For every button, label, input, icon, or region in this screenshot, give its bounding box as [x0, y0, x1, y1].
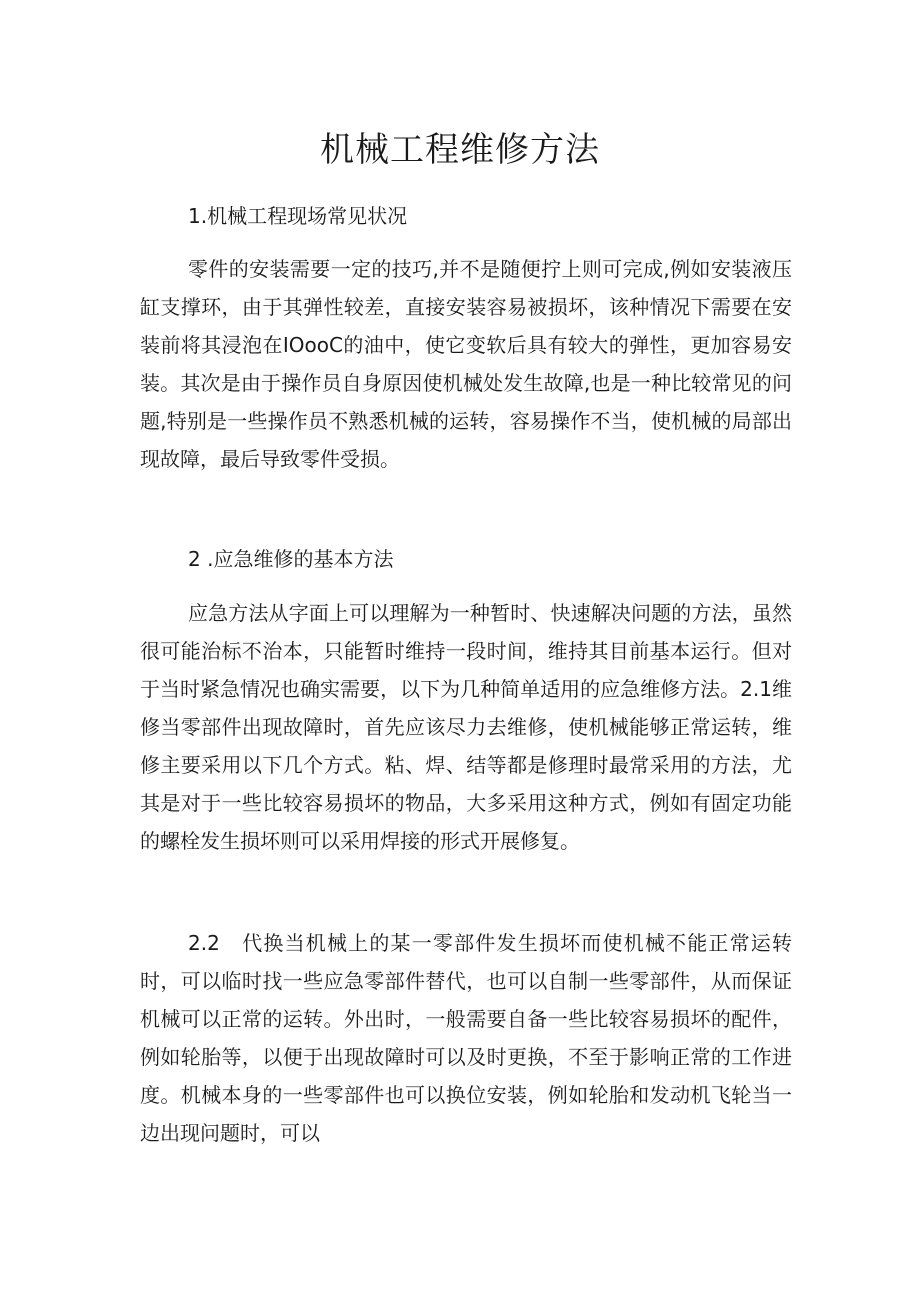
document-title: 机械工程维修方法	[320, 130, 600, 170]
section-paragraph-2	[140, 594, 792, 914]
paragraph-text: 2.2 代换当机械上的某一零部件发生损坏而使机械不能正常运转时，可以临时找一些应急零部件替代，也可以自制一些零部件，从而保证机械可以正常的运转。外出时，一般需要自备一些比较容易损坏的配件，例如轮胎等，以便于出现故障时可以及时更换，不至于影响正常的工作进度。机械本身的一些零部件也可以换位安装，例如轮胎和发动机飞轮当一边出现问题时，可以	[140, 931, 792, 1145]
section-heading-2: 2 .应急维修的基本方法	[188, 547, 394, 571]
paragraph-text: 零件的安装需要一定的技巧,并不是随便拧上则可完成,例如安装液压缸支撑环，由于其弹性较差，直接安装容易被损坏，该种情况下需要在安装前将其浸泡在IOooC的油中，使它变软后具有较大的弹性，更加容易安装。其次是由于操作员自身原因使机械处发生故障,也是一种比较常见的问题,特别是一些操作员不熟悉机械的运转，容易操作不当，使机械的局部出现故障，最后导致零件受损。	[140, 257, 792, 471]
section-paragraph-3	[140, 924, 792, 1284]
section-paragraph-1	[140, 250, 792, 530]
paragraph-text: 应急方法从字面上可以理解为一种暂时、快速解决问题的方法，虽然很可能治标不治本，只能暂时维持一段时间，维持其目前基本运行。但对于当时紧急情况也确实需要，以下为几种简单适用的应急维修方法。2.1维修当零部件出现故障时，首先应该尽力去维修，使机械能够正常运转，维修主要采用以下几个方式。粘、焊、结等都是修理时最常采用的方法，尤其是对于一些比较容易损坏的物品，大多采用这种方式，例如有固定功能的螺栓发生损坏则可以采用焊接的形式开展修复。	[140, 601, 792, 853]
section-heading-1: 1.机械工程现场常见状况	[188, 204, 408, 228]
